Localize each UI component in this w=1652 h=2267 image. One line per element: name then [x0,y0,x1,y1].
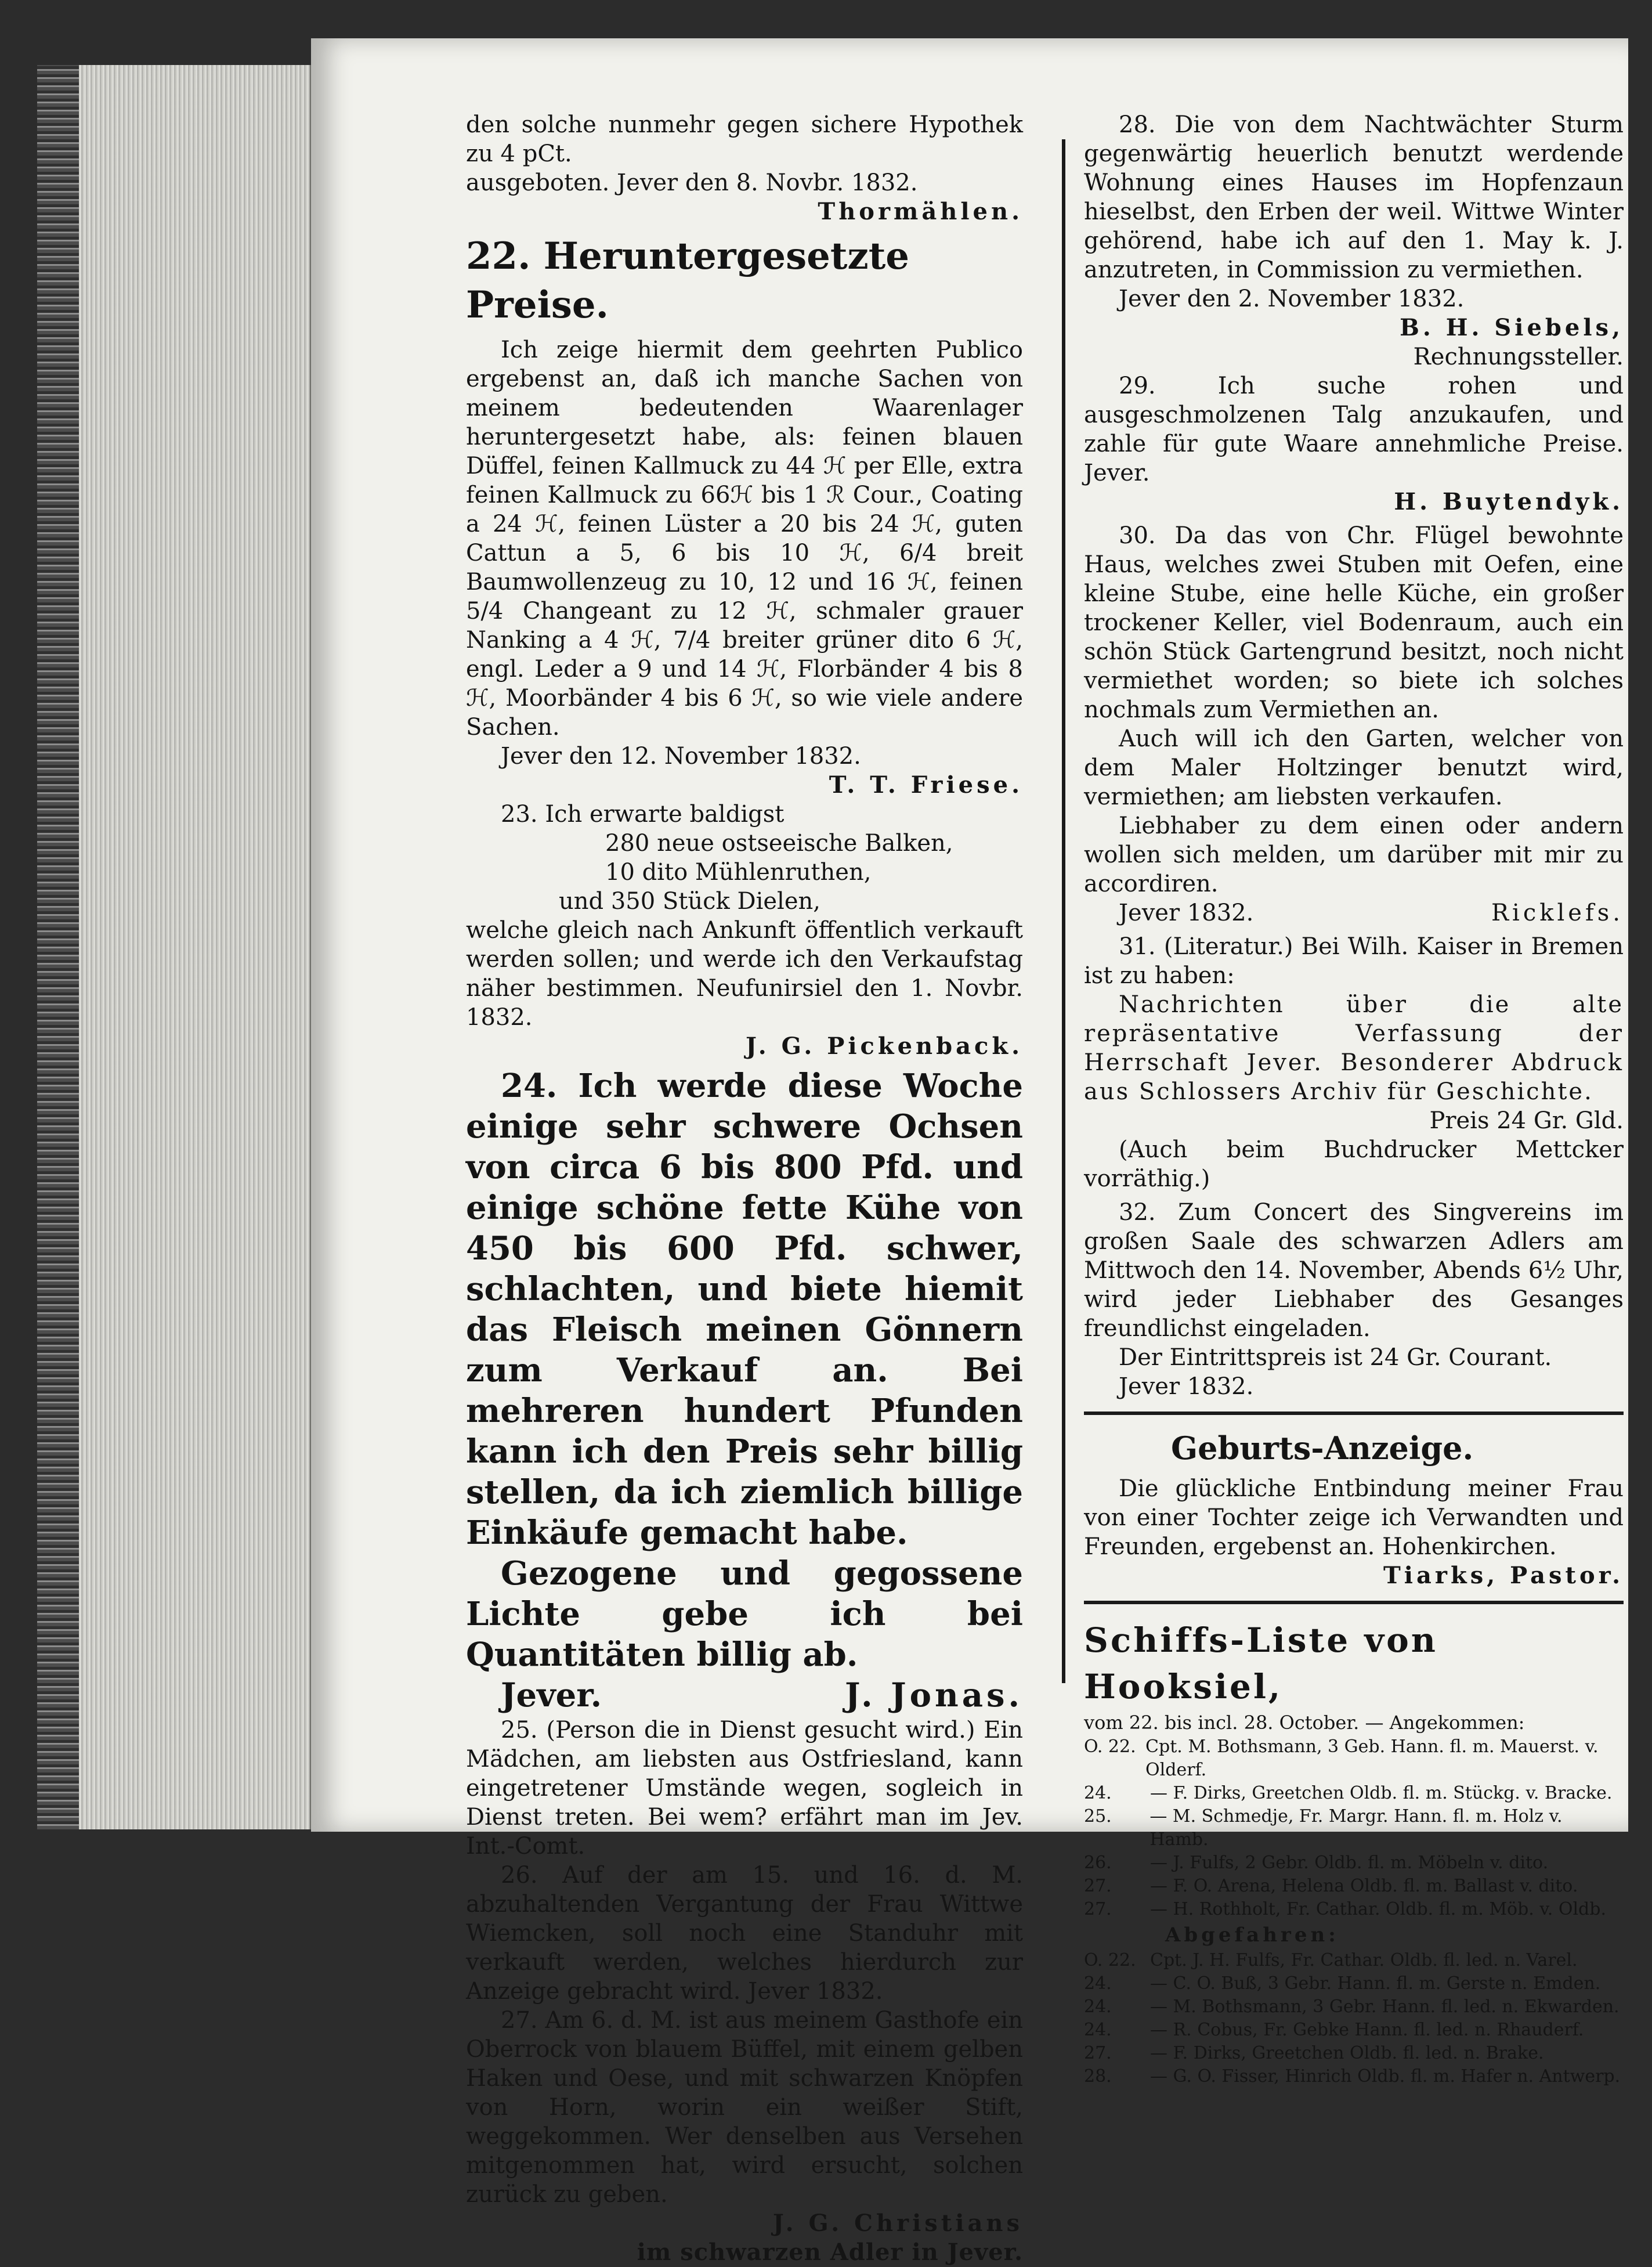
ad-23-item-2: 10 dito Mühlenruthen, [605,859,872,886]
departure-row [1084,1995,1624,2019]
ad-28-body: 28. Die von dem Nachtwächter Sturm gegenwärtig heuerlich benutzt werdende Wohnung eines Hauses im Hopfenzaun hieselbst, den Erben der weil. Wittwe Winter gehörend, habe ich auf den 1. May k. J. anzutreten, in Commission zu vermiethen. [1084,111,1624,283]
ad-32-body-2: Der Eintrittspreis ist 24 Gr. Courant. [1119,1344,1552,1371]
ad-24-body: 24. Ich werde diese Woche einige sehr schwere Ochsen von circa 6 bis 800 Pfd. und einige schöne fette Kühe von 450 bis 600 Pfd. schwer, schlachten, und biete hiemit das Fleisch meinen Gönnern zum Verkauf an. Bei mehreren hundert Pfunden kann ich den Preis sehr billig stellen, da ich ziemlich billige Einkäufe gemacht habe. [466,1067,1023,1552]
column-divider [1062,139,1065,1683]
arrivals-list [1084,1735,1624,1921]
ad-30-body-2: Auch will ich den Garten, welcher von dem Maler Holtzinger benutzt wird, vermiethen; am liebsten verkaufen. [1084,725,1624,810]
arrival-entry: — F. O. Arena, Helena Oldb. fl. m. Ballast v. dito. [1150,1876,1578,1896]
birth-signature: Tiarks, Pastor. [1383,1562,1624,1589]
departure-date: O. 22. [1084,1950,1136,1970]
ad-28-signature: B. H. Siebels, [1400,314,1624,341]
departure-entry: Cpt. J. H. Fulfs, Fr. Cathar. Oldb. fl. led. n. Varel. [1150,1950,1578,1970]
ad-26-body: 26. Auf der am 15. und 16. d. M. abzuhaltenden Vergantung der Frau Wittwe Wiemcken, soll noch eine Standuhr mit verkauft werden, welches hierdurch zur Anzeige gebracht wird. Jever 1832. [466,1862,1023,2005]
ad-22-place-date: Jever den 12. November 1832. [501,743,861,770]
intro-signature: Thormählen. [818,198,1023,225]
ad-23-signature: J. G. Pickenback. [745,1033,1023,1060]
departure-entry: — R. Cobus, Fr. Gebke Hann. fl. led. n. Rhauderf. [1150,2020,1584,2040]
ship-list-heading: Schiffs-Liste von Hooksiel, [1084,1620,1438,1706]
departure-row [1084,1949,1624,1972]
intro-line-1: den solche nunmehr gegen sichere Hypothek zu 4 pCt. [466,111,1023,167]
ad-24-body-2: Gezogene und gegossene Lichte gebe ich bei Quantitäten billig ab. [466,1554,1023,1674]
ad-25-body: 25. (Person die in Dienst gesucht wird.) Ein Mädchen, am liebsten aus Ostfriesland, kann eingetretener Umstände wegen, sogleich in Dienst treten. Bei wem? erfährt man im Jev. Int.-Comt. [466,1717,1023,1860]
departure-entry: — F. Dirks, Greetchen Oldb. fl. led. n. Brake. [1150,2043,1544,2063]
ship-list-subheading: vom 22. bis incl. 28. October. — Angekommen: [1084,1712,1525,1734]
arrival-row [1084,1898,1624,1921]
ad-22-heading: 22. Heruntergesetzte Preise. [466,234,909,327]
arrival-date: 24. [1084,1783,1112,1803]
departure-date: 24. [1084,2020,1112,2040]
ad-23-body: welche gleich nach Ankunft öffentlich verkauft werden sollen; und werde ich den Verkaufstag näher bestimmen. Neufunirsiel den 1. Novbr. 1832. [466,917,1023,1031]
arrival-date: 27. [1084,1899,1112,1919]
book-spine-cloth [37,65,79,1829]
ad-31-price: Preis 24 Gr. Gld. [1429,1107,1624,1134]
departure-entry: — G. O. Fisser, Hinrich Oldb. fl. m. Hafer n. Antwerp. [1150,2066,1621,2086]
ad-24-signature: J. Jonas. [844,1676,1023,1714]
arrival-date: 25. [1084,1806,1112,1826]
departure-row [1084,2019,1624,2042]
section-rule-2 [1084,1601,1624,1604]
ad-28-place-date: Jever den 2. November 1832. [1119,286,1465,312]
departure-entry: — C. O. Buß, 3 Gebr. Hann. fl. m. Gerste n. Emden. [1150,1973,1601,1994]
arrival-row [1084,1875,1624,1898]
ad-30-place-date: Jever 1832. [1119,900,1254,926]
departures-heading: Abgefahren: [1165,1923,1339,1947]
arrival-date: O. 22. [1084,1737,1136,1757]
arrival-entry: — H. Rothholt, Fr. Cathar. Oldb. fl. m. Möb. v. Oldb. [1150,1899,1606,1919]
left-column [466,110,1023,2267]
ad-22-body: Ich zeige hiermit dem geehrten Publico ergebenst an, daß ich manche Sachen von meinem bedeutenden Waarenlager heruntergesetzt habe, als: feinen blauen Düffel, feinen Kallmuck zu 44 ℋ per Elle, extra feinen Kallmuck zu 66ℋ bis 1 ℛ Cour., Coating a 24 ℋ, feinen Lüster a 20 bis 24 ℋ, guten Cattun a 5, 6 bis 10 ℋ, 6/4 breit Baumwollenzeug zu 10, 12 und 16 ℋ, feinen 5/4 Changeant zu 12 ℋ, schmaler grauer Nanking a 4 ℋ, 7/4 breiter grüner dito 6 ℋ, engl. Leder a 9 und 14 ℋ, Florbänder 4 bis 8 ℋ, Moorbänder 4 bis 6 ℋ, so wie viele andere Sachen. [466,337,1023,741]
right-column [1084,110,1624,2088]
ad-30-body: 30. Da das von Chr. Flügel bewohnte Haus, welches zwei Stuben mit Oefen, eine kleine Stube, eine helle Küche, ein großer trockener Keller, viel Bodenraum, auch ein schön Stück Gartengrund besitzt, noch nicht vermiethet worden; so biete ich solches nochmals zum Vermiethen an. [1084,522,1624,723]
ad-23-first: 23. Ich erwarte baldigst [501,801,785,828]
departure-date: 24. [1084,1997,1112,2017]
ad-30-footer [1084,898,1624,927]
arrival-date: 27. [1084,1876,1112,1896]
ad-30-body-3: Liebhaber zu dem einen oder andern wollen sich melden, um darüber mit mir zu accordiren. [1084,813,1624,897]
intro-line-2: ausgeboten. Jever den 8. Novbr. 1832. [466,169,918,196]
departure-row [1084,1972,1624,1995]
ad-23-item-1: 280 neue ostseeische Balken, [605,830,953,857]
arrival-date: 26. [1084,1853,1112,1873]
departure-date: 24. [1084,1973,1112,1994]
departure-row [1084,2065,1624,2088]
ad-29-body: 29. Ich suche rohen und ausgeschmolzenen Talg anzukaufen, und zahle für gute Waare annehmliche Preise. Jever. [1084,373,1624,486]
arrival-entry: — M. Schmedje, Fr. Margr. Hann. fl. m. Holz v. Hamb. [1149,1806,1563,1850]
ad-27-signature-address: im schwarzen Adler in Jever. [637,2239,1023,2266]
ad-22-signature: T. T. Friese. [829,771,1023,799]
ad-32-place-date: Jever 1832. [1119,1373,1254,1400]
ad-31-body: 31. (Literatur.) Bei Wilh. Kaiser in Bremen ist zu haben: [1084,933,1624,989]
arrival-row [1084,1805,1624,1851]
departures-list [1084,1949,1624,2088]
departure-date: 27. [1084,2043,1112,2063]
ad-24-place: Jever. [501,1676,602,1714]
birth-body: Die glückliche Entbindung meiner Frau von einer Tochter zeige ich Verwandten und Freunden, ergebenst an. Hohenkirchen. [1084,1475,1624,1560]
ad-30-signature: Ricklefs. [1491,900,1624,926]
birth-heading: Geburts-Anzeige. [1171,1429,1474,1467]
departure-row [1084,2042,1624,2065]
ad-23-item-3: und 350 Stück Dielen, [559,888,820,915]
section-rule-1 [1084,1412,1624,1415]
departure-entry: — M. Bothsmann, 3 Gebr. Hann. fl. led. n. Ekwarden. [1150,1997,1620,2017]
ad-28-signature-title: Rechnungssteller. [1413,344,1624,370]
ad-32-body: 32. Zum Concert des Singvereins im großen Saale des schwarzen Adlers am Mittwoch den 14. November, Abends 6½ Uhr, wird jeder Liebhaber des Gesanges freundlichst eingeladen. [1084,1199,1624,1342]
arrival-entry: — J. Fulfs, 2 Gebr. Oldb. fl. m. Möbeln v. dito. [1150,1853,1549,1873]
arrival-row [1084,1735,1624,1782]
arrival-row [1084,1782,1624,1805]
ad-31-note: (Auch beim Buchdrucker Mettcker vorräthig.) [1084,1136,1624,1192]
ad-29-signature: H. Buytendyk. [1394,488,1624,515]
departure-date: 28. [1084,2066,1112,2086]
ad-27-signature: J. G. Christians [772,2210,1023,2237]
arrival-entry: — F. Dirks, Greetchen Oldb. fl. m. Stückg. v. Bracke. [1150,1783,1613,1803]
arrival-entry: Cpt. M. Bothsmann, 3 Geb. Hann. fl. m. Mauerst. v. Olderf. [1145,1737,1599,1780]
ad-27-body: 27. Am 6. d. M. ist aus meinem Gasthofe ein Oberrock von blauem Büffel, mit einem gelben Haken und Oese, und mit schwarzen Knöpfen von Horn, worin ein weißer Stift, weggekommen. Wer denselben aus Versehen mitgenommen hat, wird ersucht, solchen zurück zu geben. [466,2007,1023,2208]
ad-24-footer [466,1675,1023,1716]
ad-31-title: Nachrichten über die alte repräsentative Verfassung der Herrschaft Jever. Besonderer Abdruck aus Schlossers Archiv für Geschichte. [1084,991,1624,1105]
arrival-row [1084,1851,1624,1875]
